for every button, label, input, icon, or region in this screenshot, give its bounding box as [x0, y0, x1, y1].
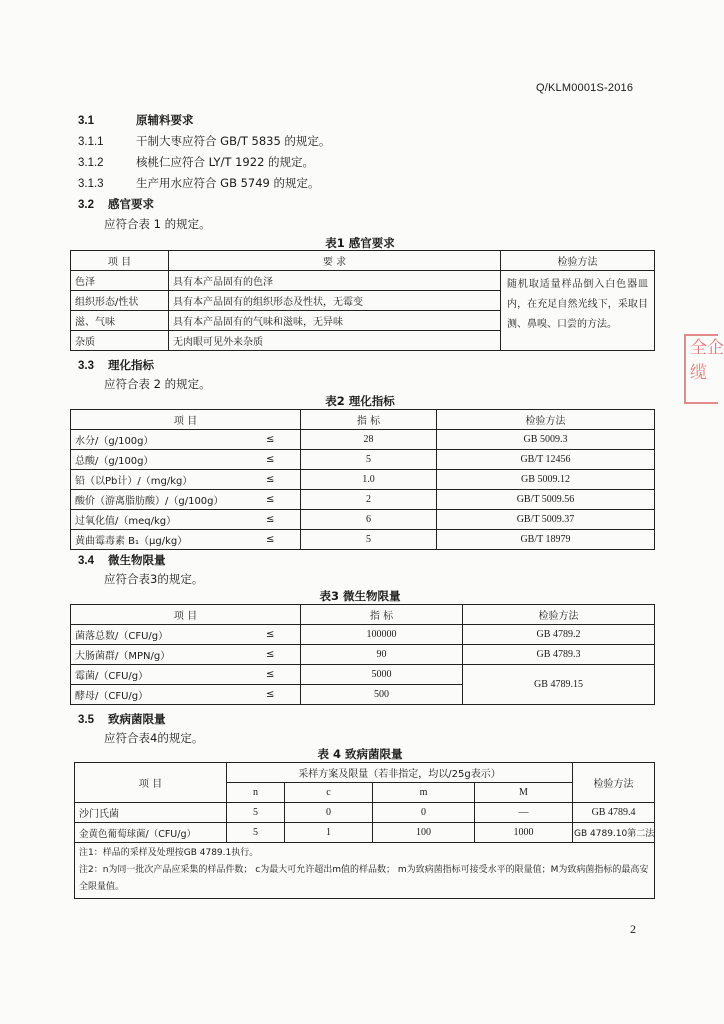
cell-M: —: [475, 803, 573, 823]
table-header: m: [373, 783, 475, 803]
section-title: 微生物限量: [108, 553, 166, 567]
cell-operator: ≤: [241, 470, 301, 490]
table1-caption: 表1 感官要求: [325, 236, 395, 250]
table-row: [71, 271, 655, 291]
clause-text: 核桃仁应符合 LY/T 1922 的规定。: [136, 155, 315, 169]
cell-c: 1: [285, 823, 373, 843]
table-header: 项 目: [71, 605, 301, 625]
section-title: 理化指标: [108, 358, 154, 372]
cell-item: 滋、气味: [71, 311, 169, 331]
table3-caption: 表3 微生物限量: [319, 589, 401, 603]
section-number: 3.5: [78, 714, 94, 726]
table4-pathogens: [74, 762, 655, 899]
table-header: n: [227, 783, 285, 803]
clause-3-1-1: [78, 133, 330, 149]
cell-operator: ≤: [241, 645, 301, 665]
table-header: 采样方案及限量（若非指定，均以/25g表示）: [227, 763, 573, 783]
table-header: 指 标: [301, 410, 437, 430]
cell-value: 90: [301, 645, 463, 665]
cell-operator: ≤: [241, 665, 301, 685]
table-row: [75, 823, 655, 843]
cell-operator: ≤: [241, 685, 301, 705]
table-row: [71, 510, 655, 530]
cell-method: 随机取适量样品倒入白色器皿内，在充足自然光线下，采取目测、鼻嗅、口尝的方法。: [501, 271, 655, 351]
cell-value: 2: [301, 490, 437, 510]
cell-method: GB 4789.2: [463, 625, 655, 645]
table-header: 项 目: [71, 410, 301, 430]
table-row: [71, 530, 655, 550]
cell-item: 水分/（g/100g）: [71, 430, 241, 450]
cell-value: 500: [301, 685, 463, 705]
cell-operator: ≤: [241, 450, 301, 470]
cell-requirement: 具有本产品固有的组织形态及性状，无霉变: [169, 291, 501, 311]
section-number: 3.4: [78, 555, 94, 567]
stamp-text: 全企 缆: [690, 338, 724, 383]
section-title: 致病菌限量: [108, 712, 166, 726]
clause-number: 3.1.1: [78, 136, 104, 148]
cell-method: GB 5009.12: [437, 470, 655, 490]
page-number: 2: [630, 922, 636, 936]
cell-requirement: 无肉眼可见外来杂质: [169, 331, 501, 351]
table2-physicochemical: [70, 409, 655, 550]
table4-caption: 表 4 致病菌限量: [317, 747, 403, 761]
cell-value: 6: [301, 510, 437, 530]
cell-method: GB/T 5009.37: [437, 510, 655, 530]
cell-method: GB 5009.3: [437, 430, 655, 450]
table-header: 项 目: [75, 763, 227, 803]
table-row: [75, 803, 655, 823]
clause-number: 3.1.2: [78, 157, 104, 169]
table-header: 项 目: [71, 251, 169, 271]
section-title: 感官要求: [108, 197, 154, 211]
heading-3-2: [78, 196, 154, 212]
clause-3-1-3: [78, 175, 320, 191]
cell-M: 1000: [475, 823, 573, 843]
table-header: 检验方法: [463, 605, 655, 625]
cell-value: 5: [301, 530, 437, 550]
note-1: 注1：样品的采样及处理按GB 4789.1执行。: [79, 848, 259, 858]
cell-operator: ≤: [241, 430, 301, 450]
cell-item: 过氧化值/（meq/kg）: [71, 510, 241, 530]
table2-caption: 表2 理化指标: [325, 394, 395, 408]
cell-n: 5: [227, 803, 285, 823]
cell-method: GB/T 18979: [437, 530, 655, 550]
cell-item: 黄曲霉毒素 B₁（μg/kg）: [71, 530, 241, 550]
cell-item: 大肠菌群/（MPN/g）: [71, 645, 241, 665]
table-header: M: [475, 783, 573, 803]
cell-item: 总酸/（g/100g）: [71, 450, 241, 470]
table-header: 检验方法: [501, 251, 655, 271]
table-row: [71, 645, 655, 665]
cell-item: 霉菌/（CFU/g）: [71, 665, 241, 685]
section-body: 应符合表3的规定。: [104, 572, 204, 586]
section-number: 3.2: [78, 199, 94, 211]
section-body: 应符合表 2 的规定。: [104, 377, 211, 391]
table1-sensory: [70, 250, 655, 351]
document-code: Q/KLM0001S-2016: [536, 82, 634, 94]
section-number: 3.1: [78, 115, 94, 127]
cell-item: 杂质: [71, 331, 169, 351]
cell-value: 5000: [301, 665, 463, 685]
cell-item: 金黄色葡萄球菌/（CFU/g）: [75, 823, 227, 843]
cell-item: 铅（以Pb计）/（mg/kg）: [71, 470, 241, 490]
cell-m: 100: [373, 823, 475, 843]
table-row: [71, 665, 655, 685]
cell-m: 0: [373, 803, 475, 823]
cell-item: 酵母/（CFU/g）: [71, 685, 241, 705]
table-header: 检验方法: [437, 410, 655, 430]
cell-value: 100000: [301, 625, 463, 645]
cell-c: 0: [285, 803, 373, 823]
table-notes: [75, 843, 655, 899]
cell-requirement: 具有本产品固有的色泽: [169, 271, 501, 291]
cell-value: 5: [301, 450, 437, 470]
cell-operator: ≤: [241, 510, 301, 530]
cell-n: 5: [227, 823, 285, 843]
heading-3-3: [78, 357, 154, 373]
cell-item: 菌落总数/（CFU/g）: [71, 625, 241, 645]
table-header: c: [285, 783, 373, 803]
seal-stamp-fragment: [684, 334, 724, 404]
cell-method: GB/T 5009.56: [437, 490, 655, 510]
heading-3-1: [78, 112, 194, 128]
clause-text: 干制大枣应符合 GB/T 5835 的规定。: [136, 134, 331, 148]
cell-item: 组织形态/性状: [71, 291, 169, 311]
clause-3-1-2: [78, 154, 314, 170]
cell-method: GB 4789.10第二法: [573, 823, 655, 843]
cell-value: 28: [301, 430, 437, 450]
section-number: 3.3: [78, 360, 94, 372]
section-title: 原辅料要求: [136, 113, 194, 127]
cell-operator: ≤: [241, 625, 301, 645]
cell-item: 色泽: [71, 271, 169, 291]
cell-method: GB 4789.3: [463, 645, 655, 665]
clause-number: 3.1.3: [78, 178, 104, 190]
table-row: [71, 430, 655, 450]
table-row: [71, 490, 655, 510]
section-body: 应符合表 1 的规定。: [104, 217, 211, 231]
heading-3-5: [78, 711, 166, 727]
cell-operator: ≤: [241, 490, 301, 510]
table-row: [71, 450, 655, 470]
cell-requirement: 具有本产品固有的气味和滋味，无异味: [169, 311, 501, 331]
table-header: 要 求: [169, 251, 501, 271]
note-2: 注2：n为同一批次产品应采集的样品件数； c为最大可允许超出m值的样品数； m为致病菌指标可接受水平的限量值；M为致病菌指标的最高安全限量值。: [79, 865, 649, 892]
clause-text: 生产用水应符合 GB 5749 的规定。: [136, 176, 320, 190]
table3-microbial: [70, 604, 655, 705]
cell-method: GB 4789.15: [463, 665, 655, 705]
section-body: 应符合表4的规定。: [104, 731, 204, 745]
cell-item: 酸价（游离脂肪酸）/（g/100g）: [71, 490, 241, 510]
table-header: 检验方法: [573, 763, 655, 803]
table-header: 指 标: [301, 605, 463, 625]
cell-operator: ≤: [241, 530, 301, 550]
cell-value: 1.0: [301, 470, 437, 490]
heading-3-4: [78, 552, 166, 568]
table-row: [71, 470, 655, 490]
cell-item: 沙门氏菌: [75, 803, 227, 823]
cell-method: GB 4789.4: [573, 803, 655, 823]
cell-method: GB/T 12456: [437, 450, 655, 470]
table-row: [71, 625, 655, 645]
